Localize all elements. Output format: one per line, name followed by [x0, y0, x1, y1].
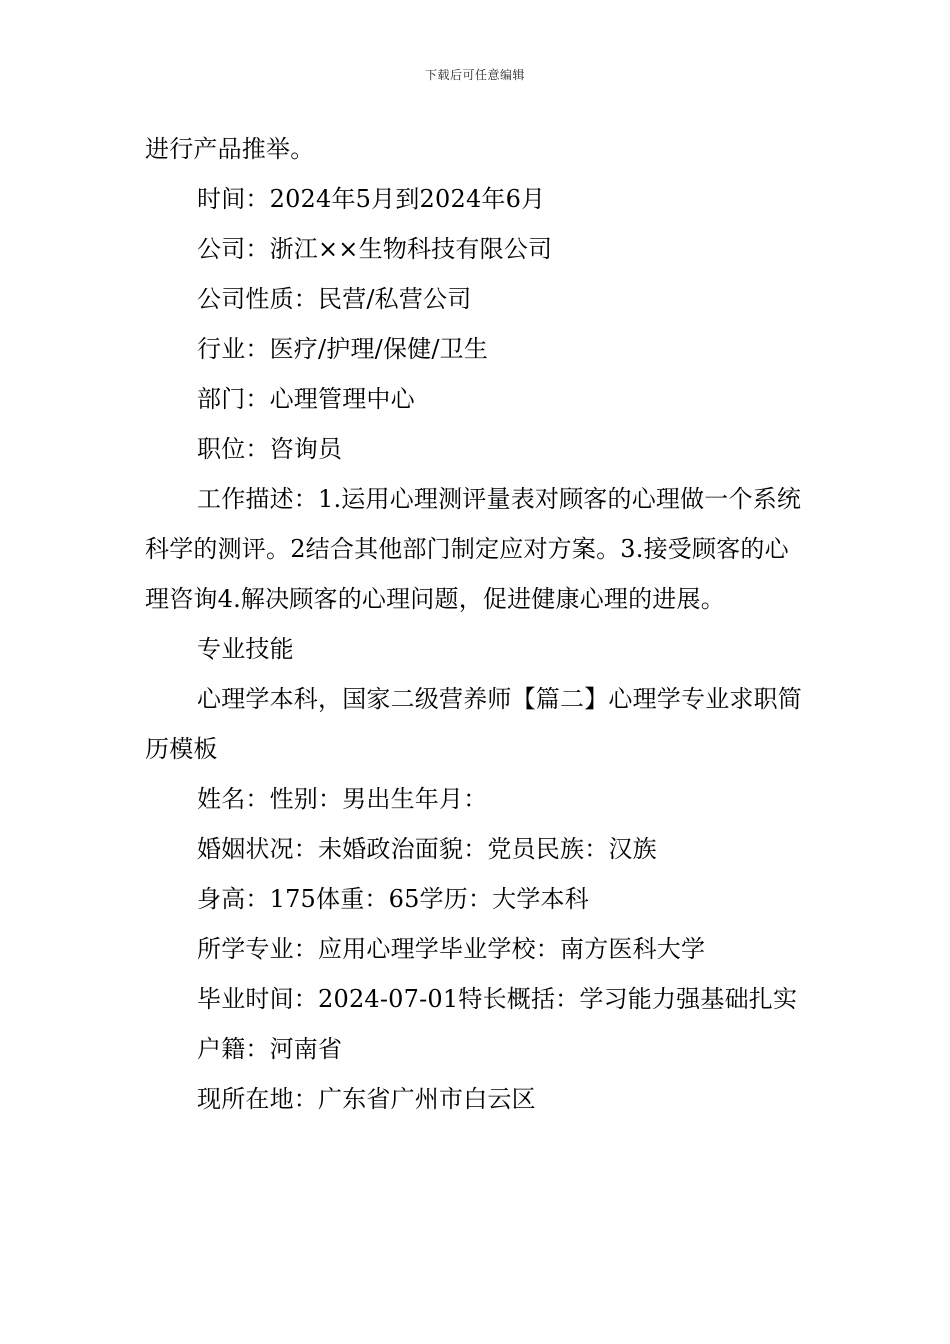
paragraph-continuation: 进行产品推举。 [145, 135, 315, 163]
paragraph-household: 户籍：河南省 [197, 1035, 343, 1063]
paragraph-major-school: 所学专业：应用心理学毕业学校：南方医科大学 [197, 935, 706, 963]
paragraph-time: 时间：2024年5月到2024年6月 [197, 185, 546, 213]
paragraph-industry: 行业：医疗/护理/保健/卫生 [197, 335, 489, 363]
paragraph-department: 部门：心理管理中心 [197, 385, 415, 413]
paragraph-name-gender: 姓名：性别：男出生年月： [197, 785, 488, 813]
paragraph-skills-detail: 心理学本科，国家二级营养师【篇二】心理学专业求职简历模板 [145, 685, 802, 763]
paragraph-skills-heading: 专业技能 [197, 635, 294, 663]
document-body [145, 124, 810, 1124]
paragraph-graduation: 毕业时间：2024-07-01特长概括：学习能力强基础扎实 [197, 985, 798, 1013]
paragraph-position: 职位：咨询员 [197, 435, 343, 463]
paragraph-company-type: 公司性质：民营/私营公司 [197, 285, 472, 313]
paragraph-height-weight: 身高：175体重：65学历：大学本科 [197, 885, 589, 913]
paragraph-current-location: 现所在地：广东省广州市白云区 [197, 1085, 536, 1113]
paragraph-marital-status: 婚姻状况：未婚政治面貌：党员民族：汉族 [197, 835, 657, 863]
page-header: 下载后可任意编辑 [424, 68, 525, 82]
paragraph-company: 公司：浙江××生物科技有限公司 [197, 235, 553, 263]
paragraph-job-description: 工作描述：1.运用心理测评量表对顾客的心理做一个系统科学的测评。2结合其他部门制定应对方案。3.接受顾客的心理咨询4.解决顾客的心理问题，促进健康心理的进展。 [145, 485, 802, 613]
